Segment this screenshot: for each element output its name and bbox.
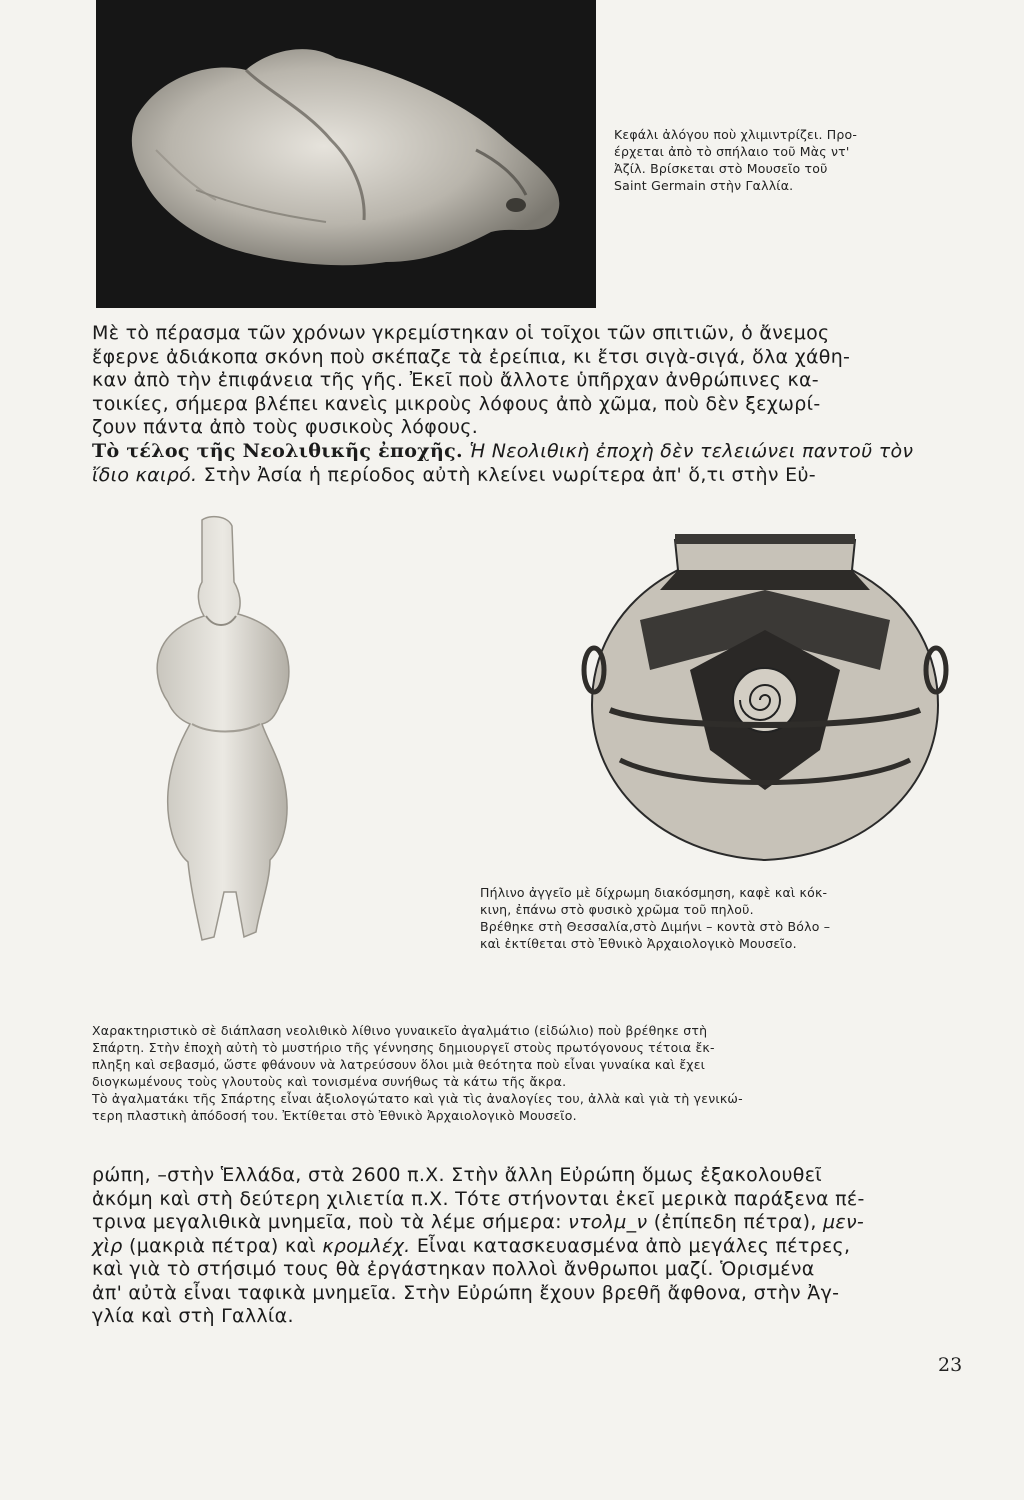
caption-line: Τὸ ἀγαλματάκι τῆς Σπάρτης εἶναι ἀξιολογώτατο καὶ γιὰ τὶς ἀναλογίες του, ἀλλὰ καὶ γιὰ τὴ γενικώ- <box>92 1091 743 1106</box>
text-segment: Στὴν Ἀσία ἡ περίοδος αὐτὴ κλείνει νωρίτερα ἀπ' ὅ,τι στὴν Εὐ- <box>203 463 816 486</box>
caption-line: πληξη καὶ σεβασμό, ὥστε φθάνουν νὰ λατρεύσουν ὅλοι μιὰ θεότητα ποὺ εἶναι γυναίκα καὶ ἔχει <box>92 1057 706 1072</box>
horse-head-photo <box>96 0 596 308</box>
caption-line: Βρέθηκε στὴ Θεσσαλία,στὸ Διμήνι – κοντὰ στὸ Βόλο – <box>480 919 831 934</box>
caption-line: Κεφάλι ἀλόγου ποὺ χλιμιντρίζει. Προ- <box>614 127 858 142</box>
caption-line: κινη, ἐπάνω στὸ φυσικὸ χρῶμα τοῦ πηλοῦ. <box>480 902 754 917</box>
section-heading: Τὸ τέλος τῆς Νεολιθικῆς ἐποχῆς. <box>92 440 463 462</box>
text-line: ζουν πάντα ἀπὸ τοὺς φυσικοὺς λόφους. <box>92 416 479 438</box>
paragraph-megaliths <box>92 1164 952 1329</box>
text-line <box>92 464 952 488</box>
caption-line: Πήλινο ἀγγεῖο μὲ δίχρωμη διακόσμηση, καφὲ καὶ κόκ- <box>480 885 828 900</box>
text-line <box>92 1211 952 1235</box>
italic-term-menhir: χὶρ <box>92 1234 123 1257</box>
text-line: ἀπ' αὐτὰ εἶναι ταφικὰ μνημεῖα. Στὴν Εὐρώπη ἔχουν βρεθῆ ἄφθονα, στὴν Ἀγ- <box>92 1281 840 1304</box>
caption-line: έρχεται ἀπὸ τὸ σπήλαιο τοῦ Μὰς ντ' <box>614 144 850 159</box>
text-line: τοικίες, σήμερα βλέπει κανεὶς μικροὺς λόφους ἀπὸ χῶμα, ποὺ δὲν ξεχωρί- <box>92 392 821 415</box>
horse-head-carving <box>96 0 596 308</box>
text-segment: (ἐπίπεδη πέτρα), <box>653 1211 817 1233</box>
caption-line: Saint Germain στὴν Γαλλία. <box>614 178 794 193</box>
text-line: Μὲ τὸ πέρασμα τῶν χρόνων γκρεμίστηκαν οἱ τοῖχοι τῶν σπιτιῶν, ὁ ἄνεμος <box>92 322 830 344</box>
text-segment: (μακριὰ πέτρα) καὶ <box>128 1234 316 1257</box>
italic-term-menhir: μεν- <box>823 1211 865 1233</box>
caption-line: Σπάρτη. Στὴν ἐποχὴ αὐτὴ τὸ μυστήριο τῆς γέννησης δημιουργεῖ στοὺς πρωτόγονους τέτοια ἔκ- <box>92 1040 715 1055</box>
italic-text: Ἡ Νεολιθικὴ ἐποχὴ δὲν τελειώνει παντοῦ τὸν <box>469 440 914 462</box>
caption-line: καὶ ἐκτίθεται στὸ Ἐθνικὸ Ἀρχαιολογικὸ Μουσεῖο. <box>480 936 797 951</box>
neolithic-figurine <box>110 512 320 982</box>
figurine-caption <box>92 1022 962 1124</box>
text-segment: τρινα μεγαλιθικὰ μνημεῖα, ποὺ τὰ λέμε σήμερα: <box>92 1211 562 1233</box>
caption-line: τερη πλαστικὴ ἀπόδοσή του. Ἐκτίθεται στὸ Ἐθνικὸ Ἀρχαιολογικὸ Μουσεῖο. <box>92 1108 577 1123</box>
text-line: καὶ γιὰ τὸ στήσιμό τους θὰ ἐργάστηκαν πολλοὶ ἄνθρωποι μαζί. Ὁρισμένα <box>92 1258 815 1280</box>
text-line: ἀκόμη καὶ στὴ δεύτερη χιλιετία π.Χ. Τότε στήνονται ἐκεῖ μερικὰ παράξενα πέ- <box>92 1187 865 1210</box>
vase-photo <box>580 520 950 880</box>
dimini-vase <box>580 520 950 880</box>
text-line: ἔφερνε ἀδιάκοπα σκόνη ποὺ σκέπαζε τὰ ἐρείπια, κι ἔτσι σιγὰ-σιγά, ὅλα χάθη- <box>92 345 851 368</box>
italic-term-dolmen: ντολμ_ν <box>568 1211 648 1233</box>
text-line <box>92 440 952 464</box>
italic-term-cromlech: κρομλέχ. <box>322 1234 411 1257</box>
page-number: 23 <box>938 1354 963 1376</box>
paragraph-end-neolithic <box>92 440 952 487</box>
figurine-photo <box>110 512 320 982</box>
text-segment: Εἶναι κατασκευασμένα ἀπὸ μεγάλες πέτρες, <box>416 1234 851 1257</box>
caption-line: Χαρακτηριστικὸ σὲ διάπλαση νεολιθικὸ λίθινο γυναικεῖο ἀγαλμάτιο (εἰδώλιο) ποὺ βρέθηκε στὴ <box>92 1023 708 1038</box>
text-line <box>92 1235 952 1259</box>
text-line: γλία καὶ στὴ Γαλλία. <box>92 1305 294 1327</box>
text-line: ρώπη, –στὴν Ἑλλάδα, στὰ 2600 π.Χ. Στὴν ἄλλη Εὐρώπη ὅμως ἐξακολουθεῖ <box>92 1164 823 1186</box>
caption-line: διογκωμένους τοὺς γλουτοὺς καὶ τονισμένα συνήθως τὰ κάτω τῆς ἄκρα. <box>92 1074 567 1089</box>
italic-text: ἴδιο καιρό. <box>92 463 198 486</box>
horse-head-caption <box>614 126 954 194</box>
paragraph-ruins <box>92 322 952 440</box>
text-line: καν ἀπὸ τὴν ἐπιφάνεια τῆς γῆς. Ἐκεῖ ποὺ ἄλλοτε ὑπῆρχαν ἀνθρώπινες κα- <box>92 369 819 391</box>
caption-line: Ἀζίλ. Βρίσκεται στὸ Μουσεῖο τοῦ <box>614 161 828 176</box>
vase-caption <box>480 884 950 952</box>
